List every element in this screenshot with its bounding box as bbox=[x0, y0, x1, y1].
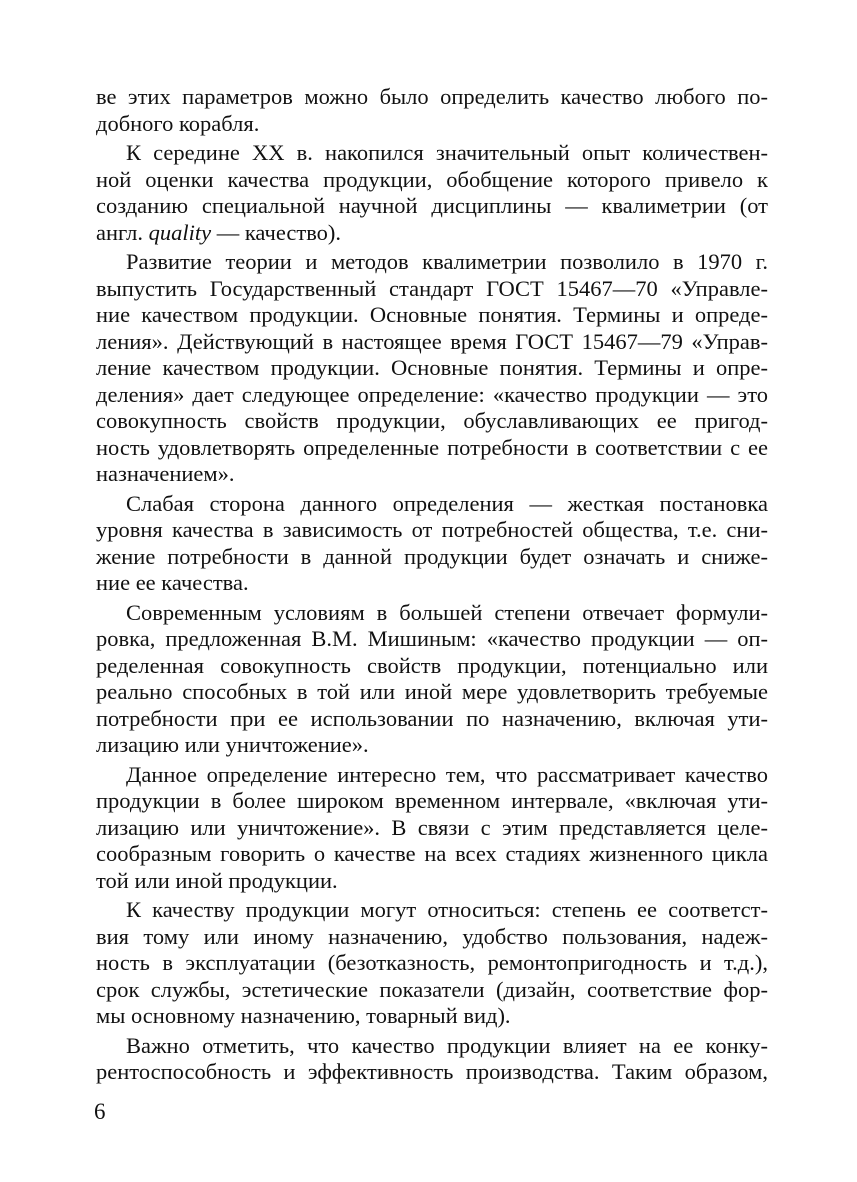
text-fragment: — качество). bbox=[211, 219, 342, 245]
body-text bbox=[96, 84, 768, 1086]
text-line: Современным условиям в большей степени отвечает формули- bbox=[126, 599, 768, 625]
text-line bbox=[96, 220, 768, 247]
text-line: созданию специальной научной дисциплины — квалиметрии (от bbox=[96, 193, 768, 218]
text-line: уровня качества в зависимость от потребностей общества, т.е. сни- bbox=[96, 517, 768, 542]
text-line: жение потребности в данной продукции будет означать и сниже- bbox=[96, 543, 768, 569]
text-line: Слабая сторона данного определения — жесткая постановка bbox=[126, 490, 768, 516]
text-line: деления» дает следующее определение: «качество продукции — это bbox=[96, 381, 768, 407]
text-line: сообразным говорить о качестве на всех стадиях жизненного цикла bbox=[96, 841, 768, 866]
paragraph bbox=[96, 140, 768, 246]
text-line: добного корабля. bbox=[96, 110, 260, 136]
text-line: ной оценки качества продукции, обобщение которого привело к bbox=[96, 166, 768, 192]
text-line: реально способных в той или иной мере удовлетворить требуемые bbox=[96, 679, 768, 704]
text-line: ление качеством продукции. Основные понятия. Термины и опре- bbox=[96, 355, 768, 380]
paragraph bbox=[96, 491, 768, 597]
text-line: потребности при ее использовании по назначению, включая ути- bbox=[96, 705, 768, 731]
text-line: К качеству продукции могут относиться: степень ее соответст- bbox=[126, 897, 768, 922]
paragraph bbox=[96, 762, 768, 895]
text-line: Важно отметить, что качество продукции влияет на ее конку- bbox=[126, 1032, 768, 1058]
page-number: 6 bbox=[94, 1099, 106, 1124]
text-fragment: англ. bbox=[96, 219, 149, 245]
text-line: рентоспособность и эффективность производства. Таким образом, bbox=[96, 1059, 768, 1084]
text-line: лизацию или уничтожение». bbox=[96, 732, 369, 757]
paragraph bbox=[96, 897, 768, 1030]
text-line: вия тому или иному назначению, удобство пользования, надеж- bbox=[96, 923, 768, 949]
text-line: Данное определение интересно тем, что рассматривает качество bbox=[126, 761, 768, 787]
text-line: ределенная совокупность свойств продукции, потенциально или bbox=[96, 652, 768, 678]
italic-term: quality bbox=[148, 219, 212, 245]
text-line: выпустить Государственный стандарт ГОСТ 15467—70 «Управле- bbox=[96, 275, 768, 301]
text-line: той или иной продукции. bbox=[96, 867, 338, 893]
text-line: Развитие теории и методов квалиметрии позволило в 1970 г. bbox=[126, 249, 768, 274]
text-line: ления». Действующий в настоящее время ГОСТ 15467—79 «Управ- bbox=[96, 328, 768, 354]
text-line: продукции в более широком временном интервале, «включая ути- bbox=[96, 788, 768, 813]
text-line: ровка, предложенная В.М. Мишиным: «качество продукции — оп- bbox=[96, 626, 768, 651]
paragraph bbox=[96, 1033, 768, 1086]
text-line: ние ее качества. bbox=[96, 570, 249, 595]
paragraph bbox=[96, 249, 768, 488]
text-line: ве этих параметров можно было определить качество любого по- bbox=[96, 84, 768, 109]
text-line: ность в эксплуатации (безотказность, ремонтопригодность и т.д.), bbox=[96, 950, 768, 975]
text-line: срок службы, эстетические показатели (дизайн, соответствие фор- bbox=[96, 976, 768, 1002]
text-line: ние качеством продукции. Основные понятия. Термины и опреде- bbox=[96, 302, 768, 327]
text-line: мы основному назначению, товарный вид). bbox=[96, 1003, 511, 1028]
paragraph bbox=[96, 600, 768, 759]
text-line: К середине XX в. накопился значительный опыт количествен- bbox=[126, 140, 768, 165]
text-line: совокупность свойств продукции, обуславливающих ее пригод- bbox=[96, 408, 768, 433]
text-line: назначением». bbox=[96, 461, 235, 486]
text-line: ность удовлетворять определенные потребности в соответствии с ее bbox=[96, 434, 768, 460]
text-line: лизацию или уничтожение». В связи с этим представляется целе- bbox=[96, 814, 768, 840]
paragraph bbox=[96, 84, 768, 137]
